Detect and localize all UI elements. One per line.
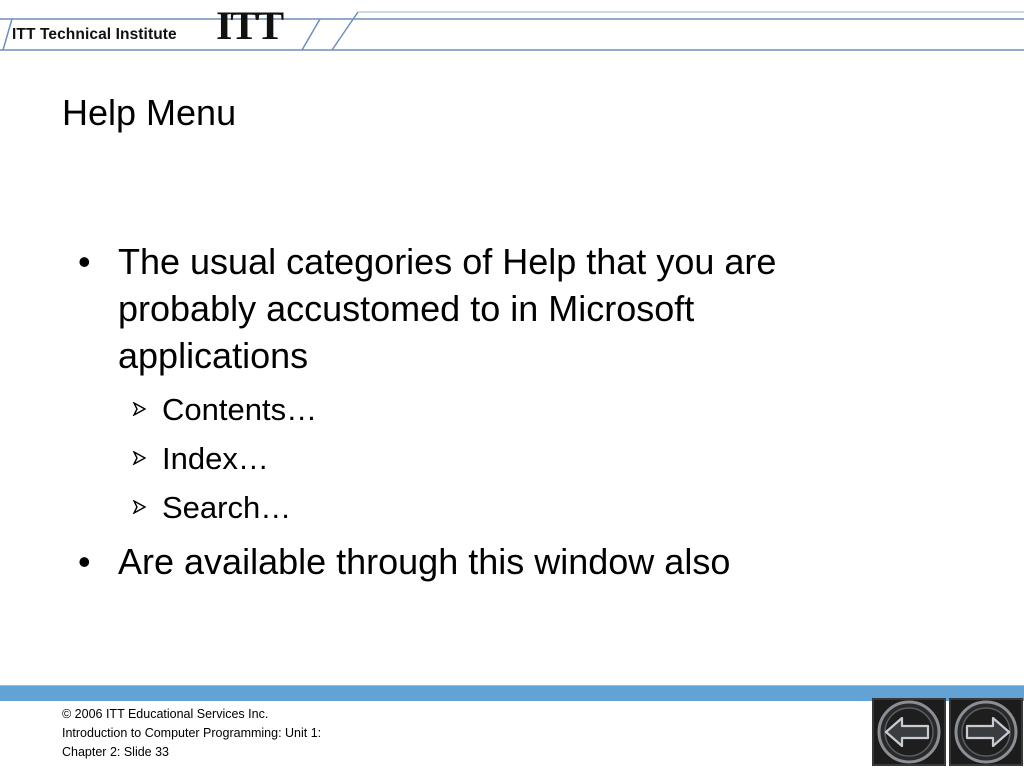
arrow-right-icon (949, 698, 1023, 766)
sub-bullet-item (78, 385, 878, 434)
sub-bullet-text: Contents… (162, 392, 318, 427)
footer-line: Introduction to Computer Programming: Unit 1: (62, 726, 322, 740)
footer-line: © 2006 ITT Educational Services Inc. (62, 707, 269, 721)
sub-bullet-list (78, 385, 878, 532)
footer-bar (0, 685, 1024, 701)
arrow-left-icon (872, 698, 946, 766)
bullet-dot: • (78, 541, 91, 582)
bullet-dot: • (78, 241, 91, 282)
arrow-bullet-icon (132, 500, 146, 514)
slide-title: Help Menu (62, 92, 237, 133)
sub-bullet-text: Search… (162, 490, 292, 525)
sub-bullet-item (78, 483, 878, 532)
slide-content (78, 238, 878, 585)
brand-name: ITT Technical Institute (12, 26, 177, 43)
slide-header (0, 0, 1024, 64)
bullet-text: Are available through this window also (118, 541, 731, 582)
sub-bullet-item (78, 434, 878, 483)
next-slide-button[interactable] (949, 698, 1023, 766)
arrow-bullet-icon (132, 402, 146, 416)
footer-copyright (62, 705, 321, 762)
itt-logo: ITT (216, 3, 283, 48)
sub-bullet-text: Index… (162, 441, 269, 476)
previous-slide-button[interactable] (872, 698, 946, 766)
bullet-item (78, 238, 878, 379)
bullet-item (78, 538, 878, 585)
arrow-bullet-icon (132, 451, 146, 465)
footer-line: Chapter 2: Slide 33 (62, 745, 170, 759)
bullet-text: The usual categories of Help that you are probably accustomed to in Microsoft applications (118, 241, 777, 376)
